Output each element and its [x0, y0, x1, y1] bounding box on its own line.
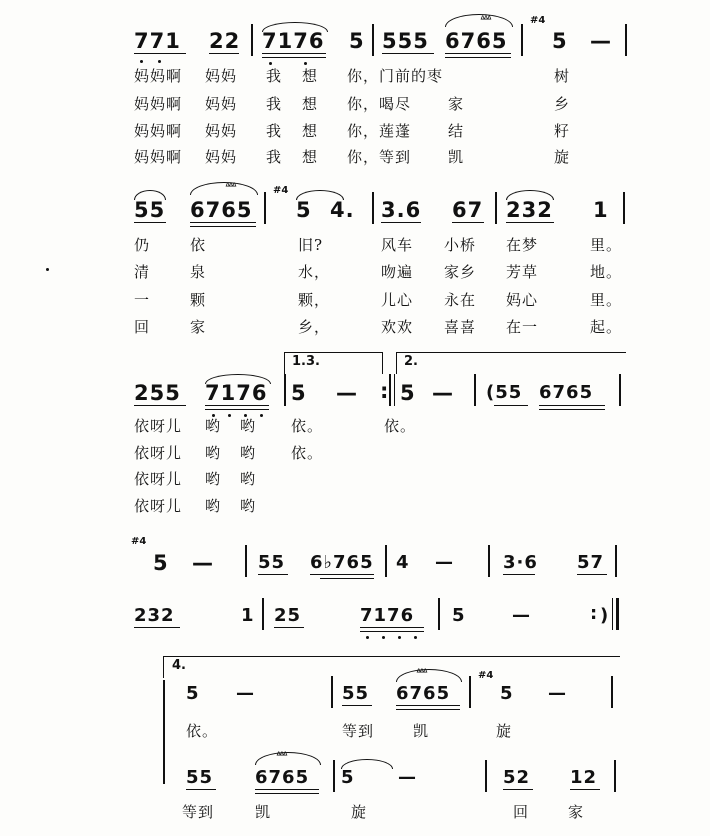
low-dot — [304, 62, 307, 65]
beam-underline — [539, 409, 605, 410]
lyric: 哟 — [240, 497, 257, 515]
note-group: 22 — [209, 29, 241, 53]
note-group: — — [336, 381, 358, 405]
lyric: 你，门前的枣 — [347, 67, 444, 85]
lyric: 籽 — [554, 122, 571, 140]
note-group: 1 — [241, 605, 255, 626]
lyric: 颗， — [298, 291, 331, 309]
lyric: 家 — [190, 318, 207, 336]
note-group: 1 — [593, 198, 609, 222]
lyric: 里。 — [590, 236, 623, 254]
lyric: 儿心 — [381, 291, 414, 309]
beam-underline — [539, 405, 605, 406]
lyric: 哟 — [240, 470, 257, 488]
beam-underline — [494, 405, 528, 406]
low-dot — [269, 62, 272, 65]
note-group: 67 — [452, 198, 484, 222]
lyric: 喜喜 — [444, 318, 477, 336]
note-group: 232 — [134, 605, 175, 626]
note-group: 232 — [506, 198, 553, 222]
lyric: 在梦 — [506, 236, 539, 254]
beam-underline — [445, 53, 511, 54]
lyric: 永在 — [444, 291, 477, 309]
beam-underline — [360, 627, 424, 628]
note-group: 7176 — [360, 605, 415, 626]
barline — [611, 676, 613, 708]
lyric: 吻遍 — [381, 263, 414, 281]
note-group: 5 — [341, 767, 355, 788]
slur — [190, 182, 258, 195]
lyric: 我 — [266, 148, 283, 166]
lyric: 旋 — [351, 803, 368, 821]
note-group: — — [512, 605, 531, 626]
beam-underline — [320, 578, 374, 579]
lyric: 等到 — [342, 722, 375, 740]
note-group: 5 — [400, 381, 416, 405]
note-group: 4 — [396, 552, 410, 573]
lyric: 仍 — [134, 236, 151, 254]
barline — [488, 545, 490, 577]
beam-underline — [570, 789, 600, 790]
slur — [134, 190, 166, 200]
low-dot — [366, 636, 369, 639]
lyric: 起。 — [590, 318, 623, 336]
note-group: 3·6 — [503, 552, 538, 573]
note-group: 5 — [552, 29, 568, 53]
barline — [438, 598, 440, 630]
note-group: 25 — [274, 605, 302, 626]
volta-4: 4. — [172, 658, 186, 673]
barline — [495, 192, 497, 224]
lyric: 想 — [302, 67, 319, 85]
lyric: 依 — [190, 236, 207, 254]
lyric: 回 — [513, 803, 530, 821]
note-group: 6765 — [445, 29, 508, 53]
beam-underline — [255, 789, 319, 790]
note-group: — — [236, 683, 255, 704]
lyric: 哟 — [205, 417, 222, 435]
note-group: 57 — [577, 552, 605, 573]
lyric: 妈心 — [506, 291, 539, 309]
note-group: 55 — [186, 767, 214, 788]
lyric: 里。 — [590, 291, 623, 309]
note-group: 55 — [258, 552, 286, 573]
lyric: 旧? — [298, 236, 324, 254]
beam-underline — [452, 222, 484, 223]
barline — [245, 545, 247, 577]
note-group: 7176 — [205, 381, 268, 405]
lyric: 水， — [298, 263, 331, 281]
barline — [614, 760, 616, 792]
beam-underline — [445, 57, 511, 58]
lyric: 依呀儿 — [134, 444, 183, 462]
stray-mark — [46, 268, 49, 271]
key-change-mark: #4 — [131, 536, 147, 547]
note-group: — — [548, 683, 567, 704]
note-group: — — [192, 551, 214, 575]
note-group: 3.6 — [381, 198, 422, 222]
lyric: 妈妈 — [205, 67, 238, 85]
barline — [469, 676, 471, 708]
beam-underline — [190, 222, 256, 223]
lyric: 你，莲蓬 — [347, 122, 412, 140]
lyric: 妈妈啊 — [134, 122, 183, 140]
low-dot — [414, 636, 417, 639]
lyric: 颗 — [190, 291, 207, 309]
lyric: 回 — [134, 318, 151, 336]
barline — [333, 760, 335, 792]
beam-underline — [262, 53, 326, 54]
key-change-mark: #4 — [273, 185, 289, 196]
lyric: 妈妈啊 — [134, 148, 183, 166]
lyric: 芳草 — [506, 263, 539, 281]
note-group: 6765 — [396, 683, 451, 704]
lyric: 哟 — [205, 470, 222, 488]
barline — [385, 545, 387, 577]
beam-underline — [190, 226, 256, 227]
beam-underline — [205, 405, 269, 406]
key-change-mark: #4 — [530, 15, 546, 26]
note-group: 6♭765 — [310, 552, 374, 573]
barline — [389, 374, 391, 406]
lyric: 在一 — [506, 318, 539, 336]
slur — [506, 190, 554, 200]
lyric: 家 — [568, 803, 585, 821]
barline — [625, 24, 627, 56]
lyric: 哟 — [240, 417, 257, 435]
beam-underline — [258, 574, 288, 575]
barline — [619, 374, 621, 406]
note-group: 55 — [134, 198, 166, 222]
barline — [264, 192, 266, 224]
lyric: 妈妈啊 — [134, 95, 183, 113]
note-group: — — [398, 767, 417, 788]
beam-underline — [186, 789, 216, 790]
beam-underline — [396, 709, 460, 710]
beam-underline — [310, 574, 374, 575]
beam-underline — [396, 705, 460, 706]
lyric: 哟 — [240, 444, 257, 462]
beam-underline — [503, 574, 535, 575]
slur — [296, 190, 344, 200]
lyric: 乡 — [554, 95, 571, 113]
note-group: 52 — [503, 767, 531, 788]
note-group: — — [432, 381, 454, 405]
note-group: — — [590, 29, 612, 53]
note-group: 5 — [296, 198, 312, 222]
low-dot — [382, 636, 385, 639]
lyric: 等到 — [182, 803, 215, 821]
lyric: 地。 — [590, 263, 623, 281]
lyric: 欢欢 — [381, 318, 414, 336]
note-group: (55 — [486, 382, 523, 403]
lyric: 凯 — [255, 803, 272, 821]
lyric: 凯 — [413, 722, 430, 740]
note-group: 5 — [291, 381, 307, 405]
slur — [341, 759, 393, 769]
note-group: 5 — [349, 29, 365, 53]
note-group: 55 — [342, 683, 370, 704]
note-group: 5 — [452, 605, 466, 626]
lyric: 旋 — [496, 722, 513, 740]
beam-underline — [360, 631, 424, 632]
barline — [262, 598, 264, 630]
lyric: 想 — [302, 95, 319, 113]
slur — [262, 22, 328, 32]
beam-underline — [255, 793, 319, 794]
lyric: 凯 — [448, 148, 465, 166]
note-group: 555 — [382, 29, 429, 53]
low-dot — [398, 636, 401, 639]
beam-underline — [262, 57, 326, 58]
barline — [623, 192, 625, 224]
note-group: 5 — [500, 683, 514, 704]
lyric: 妈妈 — [205, 95, 238, 113]
beam-underline — [506, 222, 554, 223]
low-dot — [228, 414, 231, 417]
slur — [445, 14, 513, 27]
slur — [396, 669, 462, 682]
low-dot — [140, 60, 143, 63]
final-barline — [616, 598, 619, 630]
note-group: 12 — [570, 767, 598, 788]
note-group: 5 — [186, 683, 200, 704]
lyric: 依。 — [291, 444, 324, 462]
lyric: 家 — [448, 95, 465, 113]
lyric: 一 — [134, 291, 151, 309]
lyric: 我 — [266, 122, 283, 140]
low-dot — [260, 414, 263, 417]
lyric: 想 — [302, 148, 319, 166]
slur — [205, 374, 271, 384]
lyric: 你，等到 — [347, 148, 412, 166]
note-group: 6765 — [255, 767, 310, 788]
note-group: 771 — [134, 29, 181, 53]
lyric: 想 — [302, 122, 319, 140]
lyric: 依呀儿 — [134, 417, 183, 435]
lyric: 乡， — [298, 318, 331, 336]
lyric: 旋 — [554, 148, 571, 166]
beam-underline — [134, 405, 186, 406]
lyric: 我 — [266, 95, 283, 113]
low-dot — [158, 60, 161, 63]
note-group: 6765 — [539, 382, 594, 403]
lyric: 泉 — [190, 263, 207, 281]
note-group: — — [435, 552, 454, 573]
barline — [284, 374, 286, 406]
system-brace — [163, 680, 165, 784]
lyric: 哟 — [205, 497, 222, 515]
beam-underline — [134, 53, 186, 54]
lyric: 树 — [554, 67, 571, 85]
note-group: 7176 — [262, 29, 325, 53]
lyric: 依呀儿 — [134, 497, 183, 515]
lyric: 依。 — [384, 417, 417, 435]
beam-underline — [382, 53, 434, 54]
lyric: 结 — [448, 122, 465, 140]
lyric: 妈妈啊 — [134, 67, 183, 85]
barline — [485, 760, 487, 792]
barline — [372, 192, 374, 224]
barline — [331, 676, 333, 708]
beam-underline — [205, 409, 269, 410]
beam-underline — [134, 222, 166, 223]
beam-underline — [274, 627, 304, 628]
lyric: 家乡 — [444, 263, 477, 281]
repeat-dots: : — [380, 379, 390, 403]
lyric: 依。 — [186, 722, 219, 740]
beam-underline — [503, 789, 533, 790]
note-group: ) — [600, 605, 610, 626]
volta-1-3: 1.3. — [292, 354, 320, 369]
beam-underline — [381, 222, 421, 223]
lyric: 风车 — [381, 236, 414, 254]
note-group: 4. — [330, 198, 355, 222]
lyric: 妈妈 — [205, 148, 238, 166]
music-score-page: 771 22 7176 5 555 6765 #4 5 — ᐞᐞᐞ 妈妈啊 妈妈 我 想 你，门前的枣 树 妈妈啊 妈妈 我 想 你，喝尽 家 乡 妈妈啊 妈妈 我 想 你，莲蓬 结 籽 妈妈啊 妈妈 我 想 你，等到 凯 旋 55 6765 #4 5 4. 3.6 67 232 1 ᐞᐞᐞ 仍 依 旧? 风车 小桥 在梦 里。 清 泉 水， 吻遍 家乡 芳草 地。 一 颗 颗， 儿心 永在 妈心 里。 回 家 乡， 欢欢 喜喜 在一 起。 1.3. 2. 255 7176 5 — : 5 — (55 6765 依呀儿 哟 哟 依。 依。 依呀儿 哟 哟 依。 依呀儿 哟 哟 依呀儿 哟 哟 #4 5 — 55 6♭765 4 — 3·6 57 232 1 25 7176 5 — : ) 4. 5 — 55 6765 #4 5 — ᐞᐞᐞ 依。 等到 凯 旋 55 6765 5 — 52 12 ᐞᐞᐞ 等到 凯 旋 回 家 — [0, 0, 710, 836]
lyric: 我 — [266, 67, 283, 85]
barline — [251, 24, 253, 56]
barline — [474, 374, 476, 406]
note-group: 255 — [134, 381, 181, 405]
barline — [615, 545, 617, 577]
lyric: 你，喝尽 — [347, 95, 412, 113]
note-group: 6765 — [190, 198, 253, 222]
key-change-mark: #4 — [478, 670, 494, 681]
lyric: 依呀儿 — [134, 470, 183, 488]
lyric: 哟 — [205, 444, 222, 462]
volta-2: 2. — [404, 354, 418, 369]
beam-underline — [134, 627, 180, 628]
beam-underline — [209, 53, 239, 54]
lyric: 清 — [134, 263, 151, 281]
lyric: 妈妈 — [205, 122, 238, 140]
lyric: 小桥 — [444, 236, 477, 254]
note-group: 5 — [153, 551, 169, 575]
beam-underline — [577, 574, 607, 575]
barline — [372, 24, 374, 56]
lyric: 依。 — [291, 417, 324, 435]
beam-underline — [342, 705, 372, 706]
barline — [521, 24, 523, 56]
slur — [255, 752, 321, 765]
